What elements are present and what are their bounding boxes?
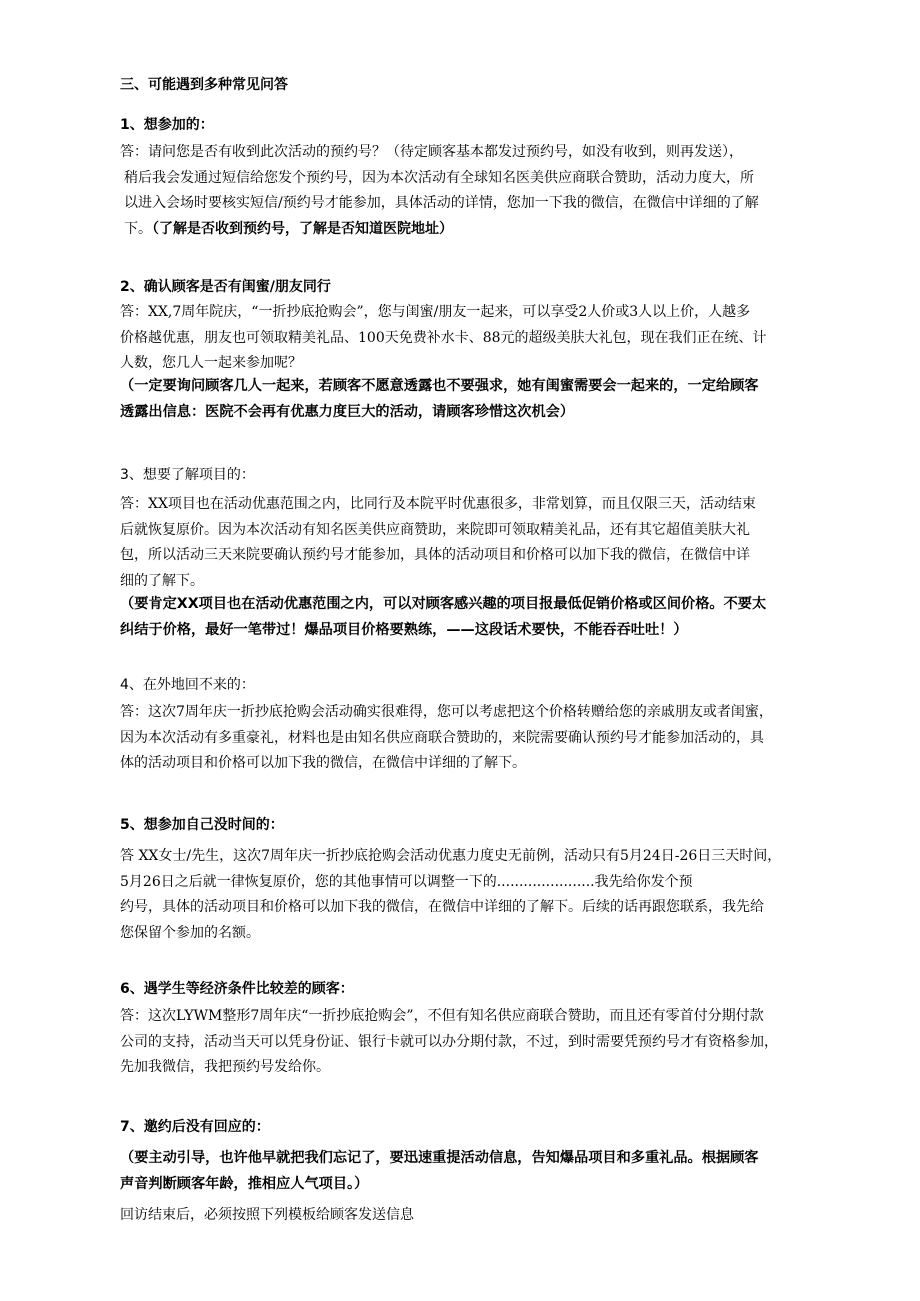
q1-line-4-bold: （了解是否收到预约号，了解是否知道医院地址）: [152, 220, 453, 237]
q3-answer: [120, 492, 810, 594]
q2-note: [120, 374, 820, 425]
q6-line-3: 先加我微信，我把预约号发给你。: [120, 1059, 330, 1075]
q1-line-2: 稍后我会发通过短信给您发个预约号，因为本次活动有全球知名医美供应商联合赞助，活动力度大，所: [124, 169, 754, 186]
q4-heading: 4、在外地回不来的：: [120, 677, 255, 693]
q4-line-2: 因为本次活动有多重豪礼，材料也是由知名供应商联合赞助的，来院需要确认预约号才能参加活动的，具: [120, 729, 764, 746]
q1-line-4: [120, 217, 810, 243]
q2-line-2: 价格越优惠，朋友也可领取精美礼品、100天免费补水卡、88元的超级美肤大礼包，现在我们正在统、计: [120, 329, 767, 346]
q6-answer: [120, 1004, 810, 1081]
q2-note-line-2: 透露出信息：医院不会再有优惠力度巨大的活动，请顾客珍惜这次机会）: [120, 403, 575, 420]
q3-line-4: 细的了解下。: [120, 572, 204, 589]
q7-closing: 回访结束后，必须按照下列模板给顾客发送信息: [120, 1207, 414, 1223]
q3-line-2: 后就恢复原价。因为本次活动有知名医美供应商赞助，来院即可领取精美礼品，还有其它超值美肤大礼: [120, 521, 750, 538]
q5-line-1: 答 XX女士/先生，这次7周年庆一折抄底抢购会活动优惠力度史无前例，活动只有5月24日-26日三天时间，: [120, 848, 782, 864]
q3-line-1: 答：XX项目也在活动优惠范围之内，比同行及本院平时优惠很多，非常划算，而且仅限三天，活动结束: [120, 496, 756, 512]
q5-line-3: 约号，具体的活动项目和价格可以加下我的微信，在微信中详细的了解下。后续的话再跟您联系，我先给: [120, 899, 764, 915]
q1-line-4-text: 下。: [124, 220, 152, 237]
q1-heading: 1、想参加的：: [120, 117, 214, 133]
q6-line-1: 答：这次LYWM整形7周年庆“一折抄底抢购会”，不但有知名供应商联合赞助，而且还有零首付分期付款: [120, 1008, 764, 1024]
q4-answer: [120, 700, 810, 777]
q5-line-2: 5月26日之后就一律恢复原价，您的其他事情可以调整一下的......................我先给你发个预: [120, 873, 693, 890]
q7-note-line-1: （要主动引导，也许他早就把我们忘记了，要迅速重提活动信息，告知爆品项目和多重礼品。根据顾客: [120, 1150, 759, 1166]
q2-note-line-1: （一定要询问顾客几人一起来，若顾客不愿意透露也不要强求，她有闺蜜需要会一起来的，一定给顾客: [120, 378, 759, 394]
q1-line-1: 答：请问您是否有收到此次活动的预约号？（待定顾客基本都发过预约号，如没有收到，则再发送），: [120, 144, 743, 160]
q3-note: [120, 592, 820, 643]
q3-note-line-2: 纠结于价格，最好一笔带过！爆品项目价格要熟练，——这段话术要快，不能吞吞吐吐！）: [120, 621, 688, 638]
q2-line-3: 人数，您几人一起来参加呢？: [120, 355, 302, 371]
q4-line-3: 体的活动项目和价格可以加下我的微信，在微信中详细的了解下。: [120, 755, 526, 771]
q6-heading: 6、遇学生等经济条件比较差的顾客：: [120, 981, 354, 997]
q3-heading: 3、想要了解项目的：: [120, 467, 255, 483]
q5-heading: 5、想参加自己没时间的：: [120, 817, 284, 833]
q7-note-line-2: 声音判断顾客年龄，推相应人气项目。）: [120, 1175, 369, 1192]
q6-line-2: 公司的支持，活动当天可以凭身份证、银行卡就可以办分期付款，不过，到时需要凭预约号才有资格参加，: [120, 1033, 778, 1050]
q1-line-3: 以进入会场时要核实短信/预约号才能参加，具体活动的详情，您加一下我的微信，在微信中详细的了解: [124, 195, 759, 211]
q2-answer: [120, 300, 810, 377]
q5-line-4: 您保留个参加的名额。: [120, 924, 260, 941]
q2-line-1: 答：XX,7周年院庆，“一折抄底抢购会”，您与闺蜜/朋友一起来，可以享受2人价或3人以上价，人越多: [120, 304, 751, 320]
q7-note: [120, 1146, 820, 1197]
section-title: 三、可能遇到多种常见问答: [120, 77, 288, 93]
q4-line-1: 答：这次7周年庆一折抄底抢购会活动确实很难得，您可以考虑把这个价格转赠给您的亲戚朋友或者闺蜜，: [120, 704, 773, 720]
q5-answer: [120, 844, 810, 946]
q7-heading: 7、邀约后没有回应的：: [120, 1119, 270, 1135]
q1-answer: [120, 140, 810, 242]
q3-line-3: 包，所以活动三天来院要确认预约号才能参加，具体的活动项目和价格可以加下我的微信，在微信中详: [120, 547, 750, 563]
q2-heading: 2、确认顾客是否有闺蜜/朋友同行: [120, 279, 331, 295]
q3-note-line-1: （要肯定XX项目也在活动优惠范围之内，可以对顾客感兴趣的项目报最低促销价格或区间价格。不要太: [120, 596, 767, 612]
